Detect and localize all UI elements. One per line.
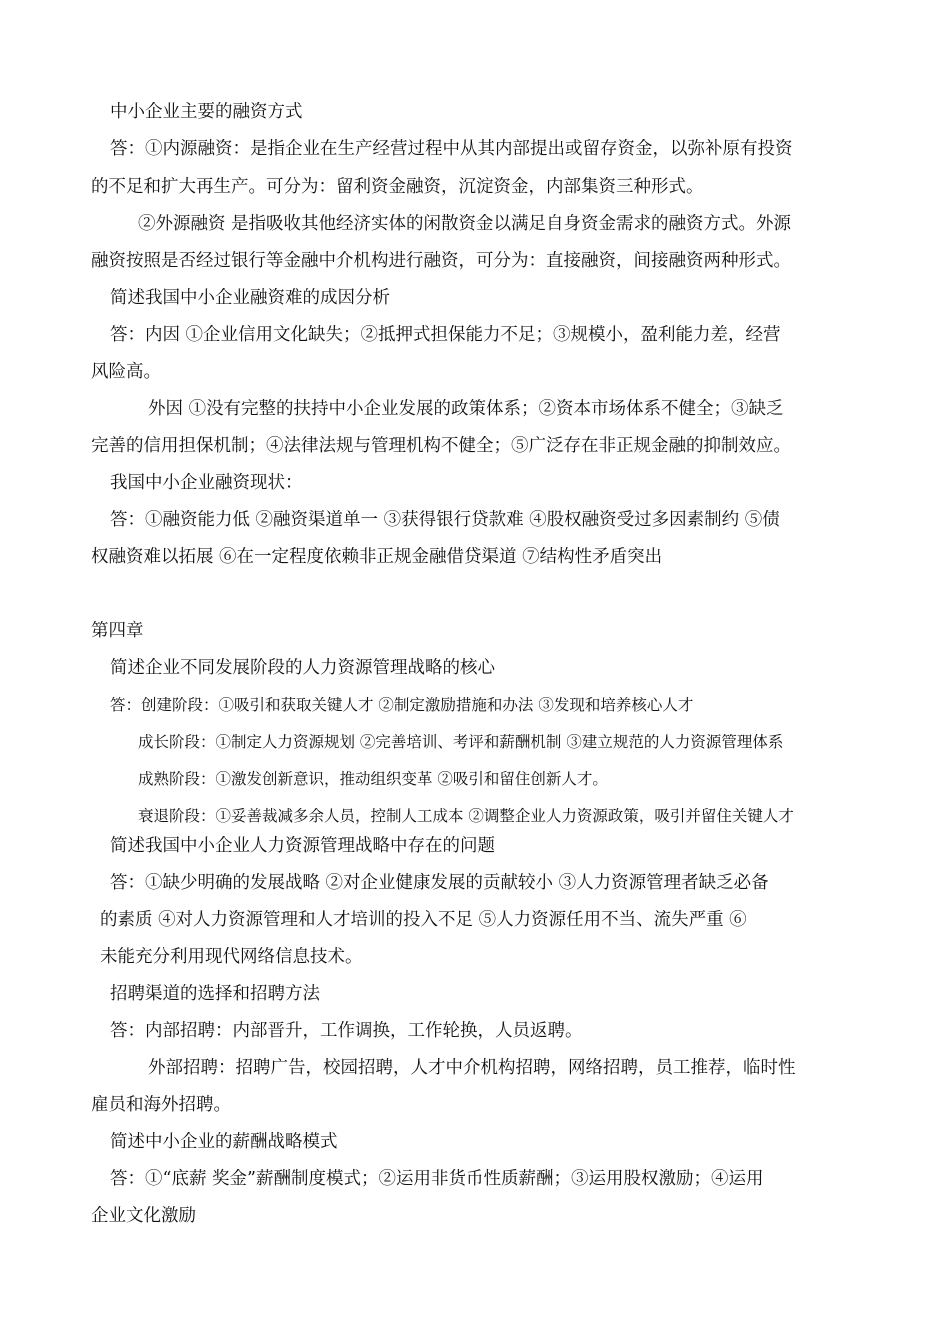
- answer-line: 雇员和海外招聘。: [91, 1095, 231, 1115]
- answer-line: 答：①“底薪 奖金”薪酬制度模式；②运用非货币性质薪酬；③运用股权激励；④运用: [110, 1169, 764, 1189]
- heading-recruitment: 招聘渠道的选择和招聘方法: [110, 984, 320, 1004]
- answer-line: 的素质 ④对人力资源管理和人才培训的投入不足 ⑤人力资源任用不当、流失严重 ⑥: [100, 910, 747, 930]
- answer-line: 答：创建阶段：①吸引和获取关键人才 ②制定激励措施和办法 ③发现和培养核心人才: [110, 696, 694, 714]
- heading-hr-strategy-core: 简述企业不同发展阶段的人力资源管理战略的核心: [110, 658, 495, 678]
- answer-line: 答：内部招聘：内部晋升，工作调换，工作轮换，人员返聘。: [110, 1021, 583, 1041]
- answer-line: ②外源融资 是指吸收其他经济实体的闲散资金以满足自身资金需求的融资方式。外源: [138, 214, 792, 234]
- answer-line: 外部招聘：招聘广告，校园招聘，人才中介机构招聘，网络招聘，员工推荐，临时性: [148, 1058, 796, 1078]
- answer-line: 融资按照是否经过银行等金融中介机构进行融资，可分为：直接融资，间接融资两种形式。: [91, 251, 791, 271]
- heading-hr-strategy-problems: 简述我国中小企业人力资源管理战略中存在的问题: [110, 836, 495, 856]
- answer-line: 外因 ①没有完整的扶持中小企业发展的政策体系；②资本市场体系不健全；③缺乏: [148, 399, 784, 419]
- answer-line: 风险高。: [91, 362, 161, 382]
- heading-compensation-strategy: 简述中小企业的薪酬战略模式: [110, 1132, 338, 1152]
- heading-financing-difficulty-causes: 简述我国中小企业融资难的成因分析: [110, 288, 390, 308]
- answer-line: 衰退阶段：①妥善裁减多余人员，控制人工成本 ②调整企业人力资源政策，吸引并留住关键人才: [138, 807, 794, 825]
- answer-line: 权融资难以拓展 ⑥在一定程度依赖非正规金融借贷渠道 ⑦结构性矛盾突出: [91, 547, 663, 567]
- answer-line: 成长阶段：①制定人力资源规划 ②完善培训、考评和薪酬机制 ③建立规范的人力资源管理体系: [138, 733, 784, 751]
- heading-financing-status: 我国中小企业融资现状：: [110, 473, 303, 493]
- heading-financing-methods: 中小企业主要的融资方式: [110, 102, 303, 122]
- answer-line: 成熟阶段：①激发创新意识，推动组织变革 ②吸引和留住创新人才。: [138, 770, 608, 788]
- answer-line: 完善的信用担保机制；④法律法规与管理机构不健全；⑤广泛存在非正规金融的抑制效应。: [91, 436, 791, 456]
- answer-line: 未能充分利用现代网络信息技术。: [100, 947, 363, 967]
- chapter-heading: 第四章: [91, 621, 144, 641]
- answer-line: 的不足和扩大再生产。可分为：留利资金融资，沉淀资金，内部集资三种形式。: [91, 177, 704, 197]
- answer-line: 企业文化激励: [91, 1206, 196, 1226]
- answer-line: 答：①缺少明确的发展战略 ②对企业健康发展的贡献较小 ③人力资源管理者缺乏必备: [110, 873, 769, 893]
- answer-line: 答：①融资能力低 ②融资渠道单一 ③获得银行贷款难 ④股权融资受过多因素制约 ⑤债: [110, 510, 780, 530]
- answer-line: 答：①内源融资：是指企业在生产经营过程中从其内部提出或留存资金，以弥补原有投资: [110, 139, 793, 159]
- answer-line: 答：内因 ①企业信用文化缺失；②抵押式担保能力不足；③规模小，盈利能力差，经营: [110, 325, 781, 345]
